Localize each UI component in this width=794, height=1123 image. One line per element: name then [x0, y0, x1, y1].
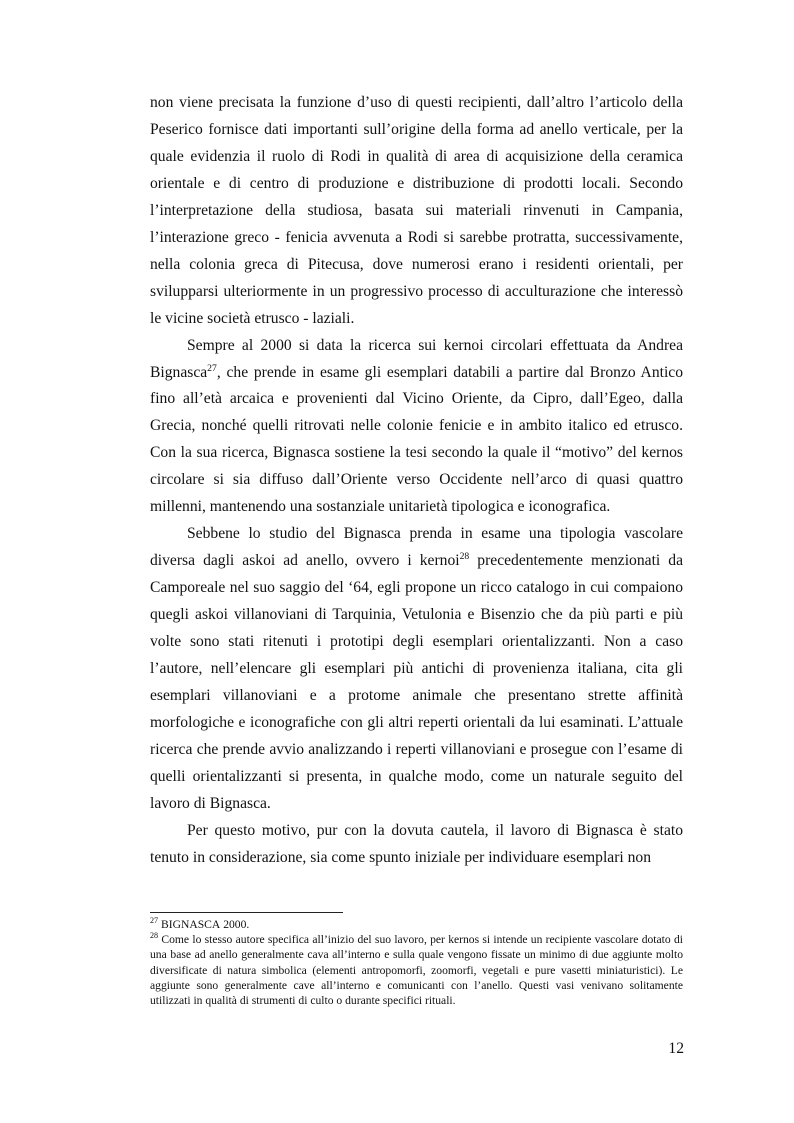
- footnote-year: 2000.: [220, 918, 250, 931]
- paragraph-text: Sebbene lo studio del Bignasca prenda in esame una tipologia vascolare diversa dagli askoi ad anello, ovvero i kernoi: [150, 525, 683, 570]
- footnote: [150, 917, 683, 932]
- page-number: 12: [668, 1040, 684, 1057]
- footnote-text: Come lo stesso autore specifica all’inizio del suo lavoro, per kernos si intende un recipiente vascolare dotato di una base ad anello generalmente cava all’interno e sulla quale vengono fissate un minimo di due aggiunte molto diversificate di natura simbolica (elementi antropomorfi, zoomorfi, vegetali e pure vasetti miniaturistici). Le aggiunte sono generalmente cave all’interno e comunicanti con l’anello. Questi vasi venivano solitamente utilizzati in qualità di strumenti di culto o durante specifici rituali.: [150, 933, 683, 1008]
- footnote: [150, 932, 683, 1008]
- footnote-author: IGNASCA: [168, 918, 221, 931]
- body-text: [150, 90, 683, 872]
- footnotes: [150, 917, 683, 1008]
- paragraph-text: precedentemente menzionati da Camporeale nel suo saggio del ‘64, egli propone un ricco catalogo in cui compaiono quegli askoi villanoviani di Tarquinia, Vetulonia e Bisenzio che da più parti e più volte sono stati ritenuti i prototipi degli esemplari orientalizzanti. Non a caso l’autore, nell’elencare gli esemplari più antichi di provenienza italiana, cita gli esemplari villanoviani e a protome animale che presentano strette affinità morfologiche e iconografiche con gli altri reperti orientali da lui esaminati. L’attuale ricerca che prende avvio analizzando i reperti villanoviani e prosegue con l’esame di quelli orientalizzanti si presenta, in qualche modo, come un naturale seguito del lavoro di Bignasca.: [150, 552, 683, 812]
- footnote-reference[interactable]: 27: [207, 362, 217, 374]
- paragraph-text: , che prende in esame gli esemplari databili a partire dal Bronzo Antico fino all’età arcaica e provenienti dal Vicino Oriente, da Cipro, dall’Egeo, dalla Grecia, nonché quelli ritrovati nelle colonie fenicie e in ambito italico ed etrusco. Con la sua ricerca, Bignasca sostiene la tesi secondo la quale il “motivo” del kernos circolare si sia diffuso dall’Oriente verso Occidente nell’arco di quasi quattro millenni, mantenendo una sostanziale unitarietà tipologica e iconografica.: [150, 363, 683, 516]
- paragraph: non viene precisata la funzione d’uso di questi recipienti, dall’altro l’articolo della Peserico fornisce dati importanti sull’origine della forma ad anello verticale, per la quale evidenzia il ruolo di Rodi in qualità di area di acquisizione della ceramica orientale e di centro di produzione e distribuzione di prodotti locali. Secondo l’interpretazione della studiosa, basata sui materiali rinvenuti in Campania, l’interazione greco - fenicia avvenuta a Rodi si sarebbe protratta, successivamente, nella colonia greca di Pitecusa, dove numerosi erano i residenti orientali, per svilupparsi ulteriormente in un progressivo processo di acculturazione che interessò le vicine società etrusco - laziali.: [150, 94, 683, 327]
- footnote-reference[interactable]: 28: [459, 551, 470, 563]
- paragraph: [150, 521, 683, 817]
- footnote-author-initial: B: [161, 918, 169, 931]
- paragraph: Per questo motivo, pur con la dovuta cautela, il lavoro di Bignasca è stato tenuto in considerazione, sia come spunto iniziale per individuare esemplari non: [150, 821, 683, 866]
- footnote-marker: 28: [150, 931, 159, 941]
- footnote-divider: [150, 912, 343, 913]
- paragraph: [150, 333, 683, 522]
- footnote-marker: 27: [150, 916, 159, 926]
- paragraph-text: Sempre al 2000 si data la ricerca sui kernoi circolari effettuata da Andrea Bignasca: [150, 336, 683, 381]
